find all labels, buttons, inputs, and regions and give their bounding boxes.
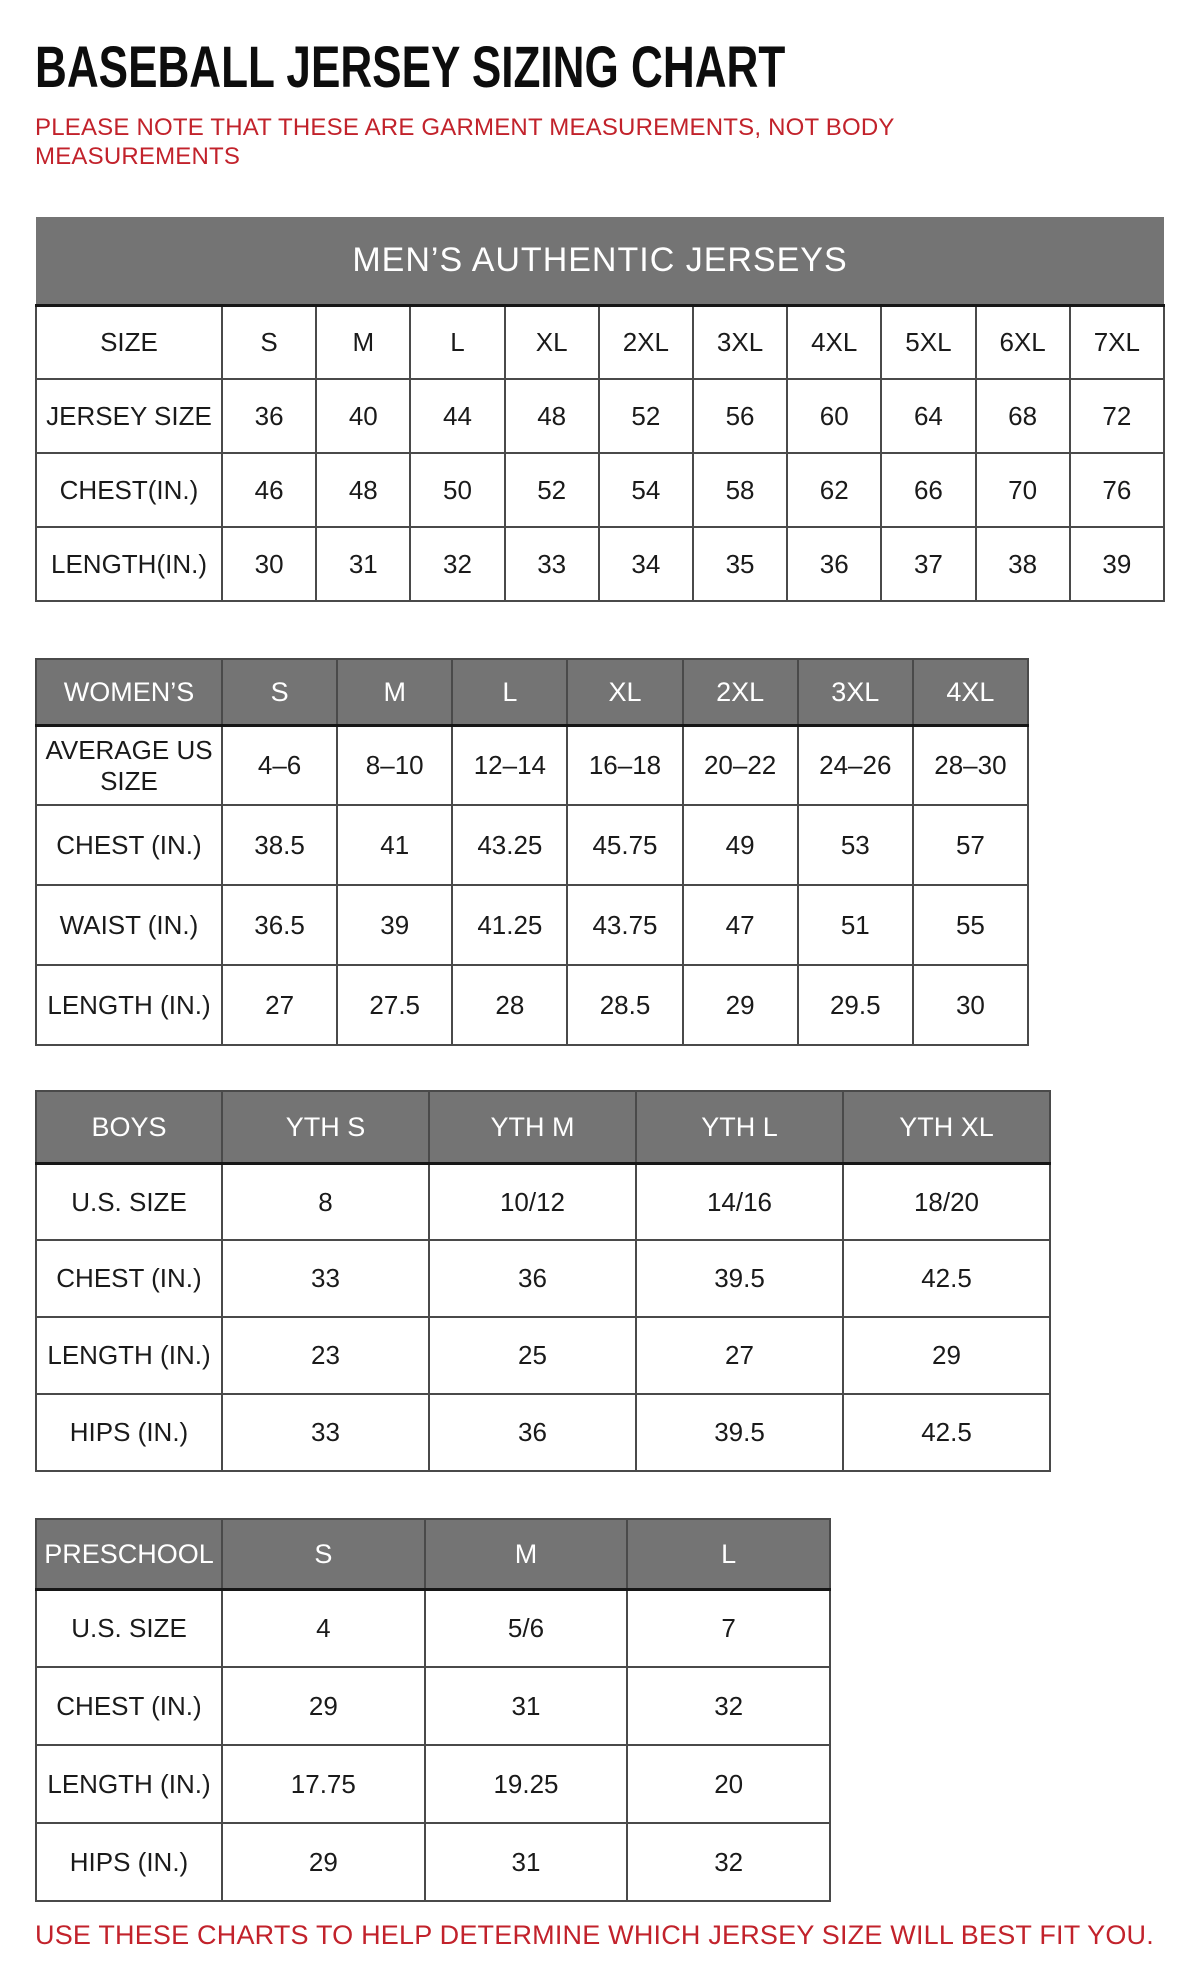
boys-row-label: LENGTH (IN.) bbox=[36, 1317, 222, 1394]
mens-value-cell: 31 bbox=[316, 527, 410, 601]
mens-row-label: LENGTH(IN.) bbox=[36, 527, 222, 601]
mens-value-cell: 76 bbox=[1070, 453, 1164, 527]
womens-size-header: L bbox=[452, 659, 567, 725]
mens-value-cell: 48 bbox=[316, 453, 410, 527]
womens-jerseys-table bbox=[35, 658, 1029, 1046]
mens-value-cell: 30 bbox=[222, 527, 316, 601]
mens-size-header: 4XL bbox=[787, 305, 881, 379]
preschool-size-header: S bbox=[222, 1519, 425, 1589]
womens-value-cell: 41 bbox=[337, 805, 452, 885]
preschool-value-cell: 31 bbox=[425, 1823, 628, 1901]
preschool-value-cell: 4 bbox=[222, 1589, 425, 1667]
womens-value-cell: 8–10 bbox=[337, 725, 452, 805]
mens-value-cell: 62 bbox=[787, 453, 881, 527]
boys-row-label: CHEST (IN.) bbox=[36, 1240, 222, 1317]
mens-size-header: 5XL bbox=[881, 305, 975, 379]
boys-value-cell: 36 bbox=[429, 1240, 636, 1317]
mens-size-header: 3XL bbox=[693, 305, 787, 379]
boys-value-cell: 8 bbox=[222, 1163, 429, 1240]
womens-value-cell: 39 bbox=[337, 885, 452, 965]
womens-size-header: 3XL bbox=[798, 659, 913, 725]
preschool-row-label: LENGTH (IN.) bbox=[36, 1745, 222, 1823]
womens-value-cell: 29 bbox=[683, 965, 798, 1045]
preschool-size-header: L bbox=[627, 1519, 830, 1589]
preschool-measurement-row bbox=[36, 1745, 830, 1823]
womens-value-cell: 43.75 bbox=[567, 885, 682, 965]
boys-measurement-row bbox=[36, 1317, 1050, 1394]
mens-value-cell: 36 bbox=[222, 379, 316, 453]
preschool-row-label: HIPS (IN.) bbox=[36, 1823, 222, 1901]
womens-size-header: XL bbox=[567, 659, 682, 725]
womens-size-header: 4XL bbox=[913, 659, 1028, 725]
mens-size-header: S bbox=[222, 305, 316, 379]
mens-value-cell: 36 bbox=[787, 527, 881, 601]
mens-measurement-row bbox=[36, 379, 1164, 453]
mens-header-row bbox=[36, 305, 1164, 379]
boys-row-label: HIPS (IN.) bbox=[36, 1394, 222, 1471]
mens-value-cell: 70 bbox=[976, 453, 1070, 527]
mens-row-label: JERSEY SIZE bbox=[36, 379, 222, 453]
mens-value-cell: 38 bbox=[976, 527, 1070, 601]
mens-size-header: M bbox=[316, 305, 410, 379]
mens-size-header: 2XL bbox=[599, 305, 693, 379]
boys-value-cell: 33 bbox=[222, 1394, 429, 1471]
mens-value-cell: 64 bbox=[881, 379, 975, 453]
mens-value-cell: 72 bbox=[1070, 379, 1164, 453]
boys-value-cell: 36 bbox=[429, 1394, 636, 1471]
mens-value-cell: 52 bbox=[505, 453, 599, 527]
womens-row-label: LENGTH (IN.) bbox=[36, 965, 222, 1045]
preschool-jerseys-table bbox=[35, 1518, 831, 1902]
mens-value-cell: 56 bbox=[693, 379, 787, 453]
mens-value-cell: 32 bbox=[410, 527, 504, 601]
womens-value-cell: 57 bbox=[913, 805, 1028, 885]
womens-header-row bbox=[36, 659, 1028, 725]
mens-value-cell: 46 bbox=[222, 453, 316, 527]
mens-measurement-row bbox=[36, 527, 1164, 601]
preschool-value-cell: 20 bbox=[627, 1745, 830, 1823]
preschool-value-cell: 29 bbox=[222, 1823, 425, 1901]
preschool-value-cell: 31 bbox=[425, 1667, 628, 1745]
mens-value-cell: 35 bbox=[693, 527, 787, 601]
preschool-value-cell: 17.75 bbox=[222, 1745, 425, 1823]
womens-header-label: WOMEN’S bbox=[36, 659, 222, 725]
womens-value-cell: 12–14 bbox=[452, 725, 567, 805]
womens-row-label: WAIST (IN.) bbox=[36, 885, 222, 965]
womens-value-cell: 28.5 bbox=[567, 965, 682, 1045]
boys-value-cell: 10/12 bbox=[429, 1163, 636, 1240]
preschool-value-cell: 32 bbox=[627, 1667, 830, 1745]
womens-size-header: S bbox=[222, 659, 337, 725]
womens-value-cell: 55 bbox=[913, 885, 1028, 965]
boys-jerseys-table bbox=[35, 1090, 1051, 1472]
womens-value-cell: 16–18 bbox=[567, 725, 682, 805]
boys-size-header: YTH XL bbox=[843, 1091, 1050, 1163]
mens-value-cell: 66 bbox=[881, 453, 975, 527]
preschool-size-header: M bbox=[425, 1519, 628, 1589]
boys-measurement-row bbox=[36, 1394, 1050, 1471]
mens-authentic-jerseys-table bbox=[35, 217, 1165, 602]
mens-row-label: CHEST(IN.) bbox=[36, 453, 222, 527]
womens-row-label: CHEST (IN.) bbox=[36, 805, 222, 885]
preschool-value-cell: 32 bbox=[627, 1823, 830, 1901]
mens-size-header: L bbox=[410, 305, 504, 379]
womens-size-header: M bbox=[337, 659, 452, 725]
boys-value-cell: 27 bbox=[636, 1317, 843, 1394]
mens-size-header: 7XL bbox=[1070, 305, 1164, 379]
womens-value-cell: 28 bbox=[452, 965, 567, 1045]
boys-measurement-row bbox=[36, 1240, 1050, 1317]
womens-value-cell: 27 bbox=[222, 965, 337, 1045]
boys-value-cell: 25 bbox=[429, 1317, 636, 1394]
preschool-header-label: PRESCHOOL bbox=[36, 1519, 222, 1589]
mens-value-cell: 58 bbox=[693, 453, 787, 527]
boys-header-label: BOYS bbox=[36, 1091, 222, 1163]
boys-value-cell: 23 bbox=[222, 1317, 429, 1394]
preschool-measurement-row bbox=[36, 1589, 830, 1667]
womens-value-cell: 38.5 bbox=[222, 805, 337, 885]
mens-value-cell: 39 bbox=[1070, 527, 1164, 601]
mens-size-header: XL bbox=[505, 305, 599, 379]
womens-value-cell: 43.25 bbox=[452, 805, 567, 885]
preschool-row-label: CHEST (IN.) bbox=[36, 1667, 222, 1745]
mens-value-cell: 44 bbox=[410, 379, 504, 453]
womens-value-cell: 24–26 bbox=[798, 725, 913, 805]
preschool-value-cell: 7 bbox=[627, 1589, 830, 1667]
womens-value-cell: 29.5 bbox=[798, 965, 913, 1045]
womens-value-cell: 51 bbox=[798, 885, 913, 965]
womens-value-cell: 49 bbox=[683, 805, 798, 885]
womens-size-header: 2XL bbox=[683, 659, 798, 725]
mens-table-banner: MEN’S AUTHENTIC JERSEYS bbox=[36, 217, 1164, 305]
preschool-measurement-row bbox=[36, 1667, 830, 1745]
boys-size-header: YTH L bbox=[636, 1091, 843, 1163]
preschool-header-row bbox=[36, 1519, 830, 1589]
mens-value-cell: 40 bbox=[316, 379, 410, 453]
preschool-value-cell: 29 bbox=[222, 1667, 425, 1745]
mens-value-cell: 33 bbox=[505, 527, 599, 601]
boys-value-cell: 42.5 bbox=[843, 1240, 1050, 1317]
boys-size-header: YTH S bbox=[222, 1091, 429, 1163]
boys-value-cell: 42.5 bbox=[843, 1394, 1050, 1471]
mens-value-cell: 52 bbox=[599, 379, 693, 453]
mens-value-cell: 48 bbox=[505, 379, 599, 453]
garment-measurements-note: PLEASE NOTE THAT THESE ARE GARMENT MEASUREMENTS, NOT BODY MEASUREMENTS bbox=[35, 113, 895, 171]
boys-value-cell: 18/20 bbox=[843, 1163, 1050, 1240]
preschool-value-cell: 19.25 bbox=[425, 1745, 628, 1823]
mens-value-cell: 50 bbox=[410, 453, 504, 527]
boys-value-cell: 39.5 bbox=[636, 1240, 843, 1317]
boys-header-row bbox=[36, 1091, 1050, 1163]
womens-value-cell: 20–22 bbox=[683, 725, 798, 805]
mens-size-header: 6XL bbox=[976, 305, 1070, 379]
womens-value-cell: 28–30 bbox=[913, 725, 1028, 805]
womens-measurement-row bbox=[36, 805, 1028, 885]
womens-row-label: AVERAGE US SIZE bbox=[36, 725, 222, 805]
mens-banner-row bbox=[36, 217, 1164, 305]
fit-advice-footer: USE THESE CHARTS TO HELP DETERMINE WHICH JERSEY SIZE WILL BEST FIT YOU. bbox=[35, 1920, 1154, 1951]
boys-size-header: YTH M bbox=[429, 1091, 636, 1163]
mens-header-label: SIZE bbox=[36, 305, 222, 379]
boys-measurement-row bbox=[36, 1163, 1050, 1240]
womens-value-cell: 27.5 bbox=[337, 965, 452, 1045]
womens-value-cell: 30 bbox=[913, 965, 1028, 1045]
page-title: BASEBALL JERSEY SIZING CHART bbox=[35, 35, 786, 100]
womens-measurement-row bbox=[36, 725, 1028, 805]
womens-value-cell: 41.25 bbox=[452, 885, 567, 965]
mens-value-cell: 60 bbox=[787, 379, 881, 453]
mens-measurement-row bbox=[36, 453, 1164, 527]
mens-value-cell: 34 bbox=[599, 527, 693, 601]
boys-value-cell: 29 bbox=[843, 1317, 1050, 1394]
womens-value-cell: 47 bbox=[683, 885, 798, 965]
womens-measurement-row bbox=[36, 885, 1028, 965]
boys-value-cell: 33 bbox=[222, 1240, 429, 1317]
womens-value-cell: 36.5 bbox=[222, 885, 337, 965]
preschool-measurement-row bbox=[36, 1823, 830, 1901]
boys-row-label: U.S. SIZE bbox=[36, 1163, 222, 1240]
mens-value-cell: 68 bbox=[976, 379, 1070, 453]
mens-value-cell: 37 bbox=[881, 527, 975, 601]
womens-measurement-row bbox=[36, 965, 1028, 1045]
boys-value-cell: 14/16 bbox=[636, 1163, 843, 1240]
boys-value-cell: 39.5 bbox=[636, 1394, 843, 1471]
preschool-row-label: U.S. SIZE bbox=[36, 1589, 222, 1667]
womens-value-cell: 45.75 bbox=[567, 805, 682, 885]
preschool-value-cell: 5/6 bbox=[425, 1589, 628, 1667]
womens-value-cell: 53 bbox=[798, 805, 913, 885]
womens-value-cell: 4–6 bbox=[222, 725, 337, 805]
mens-value-cell: 54 bbox=[599, 453, 693, 527]
